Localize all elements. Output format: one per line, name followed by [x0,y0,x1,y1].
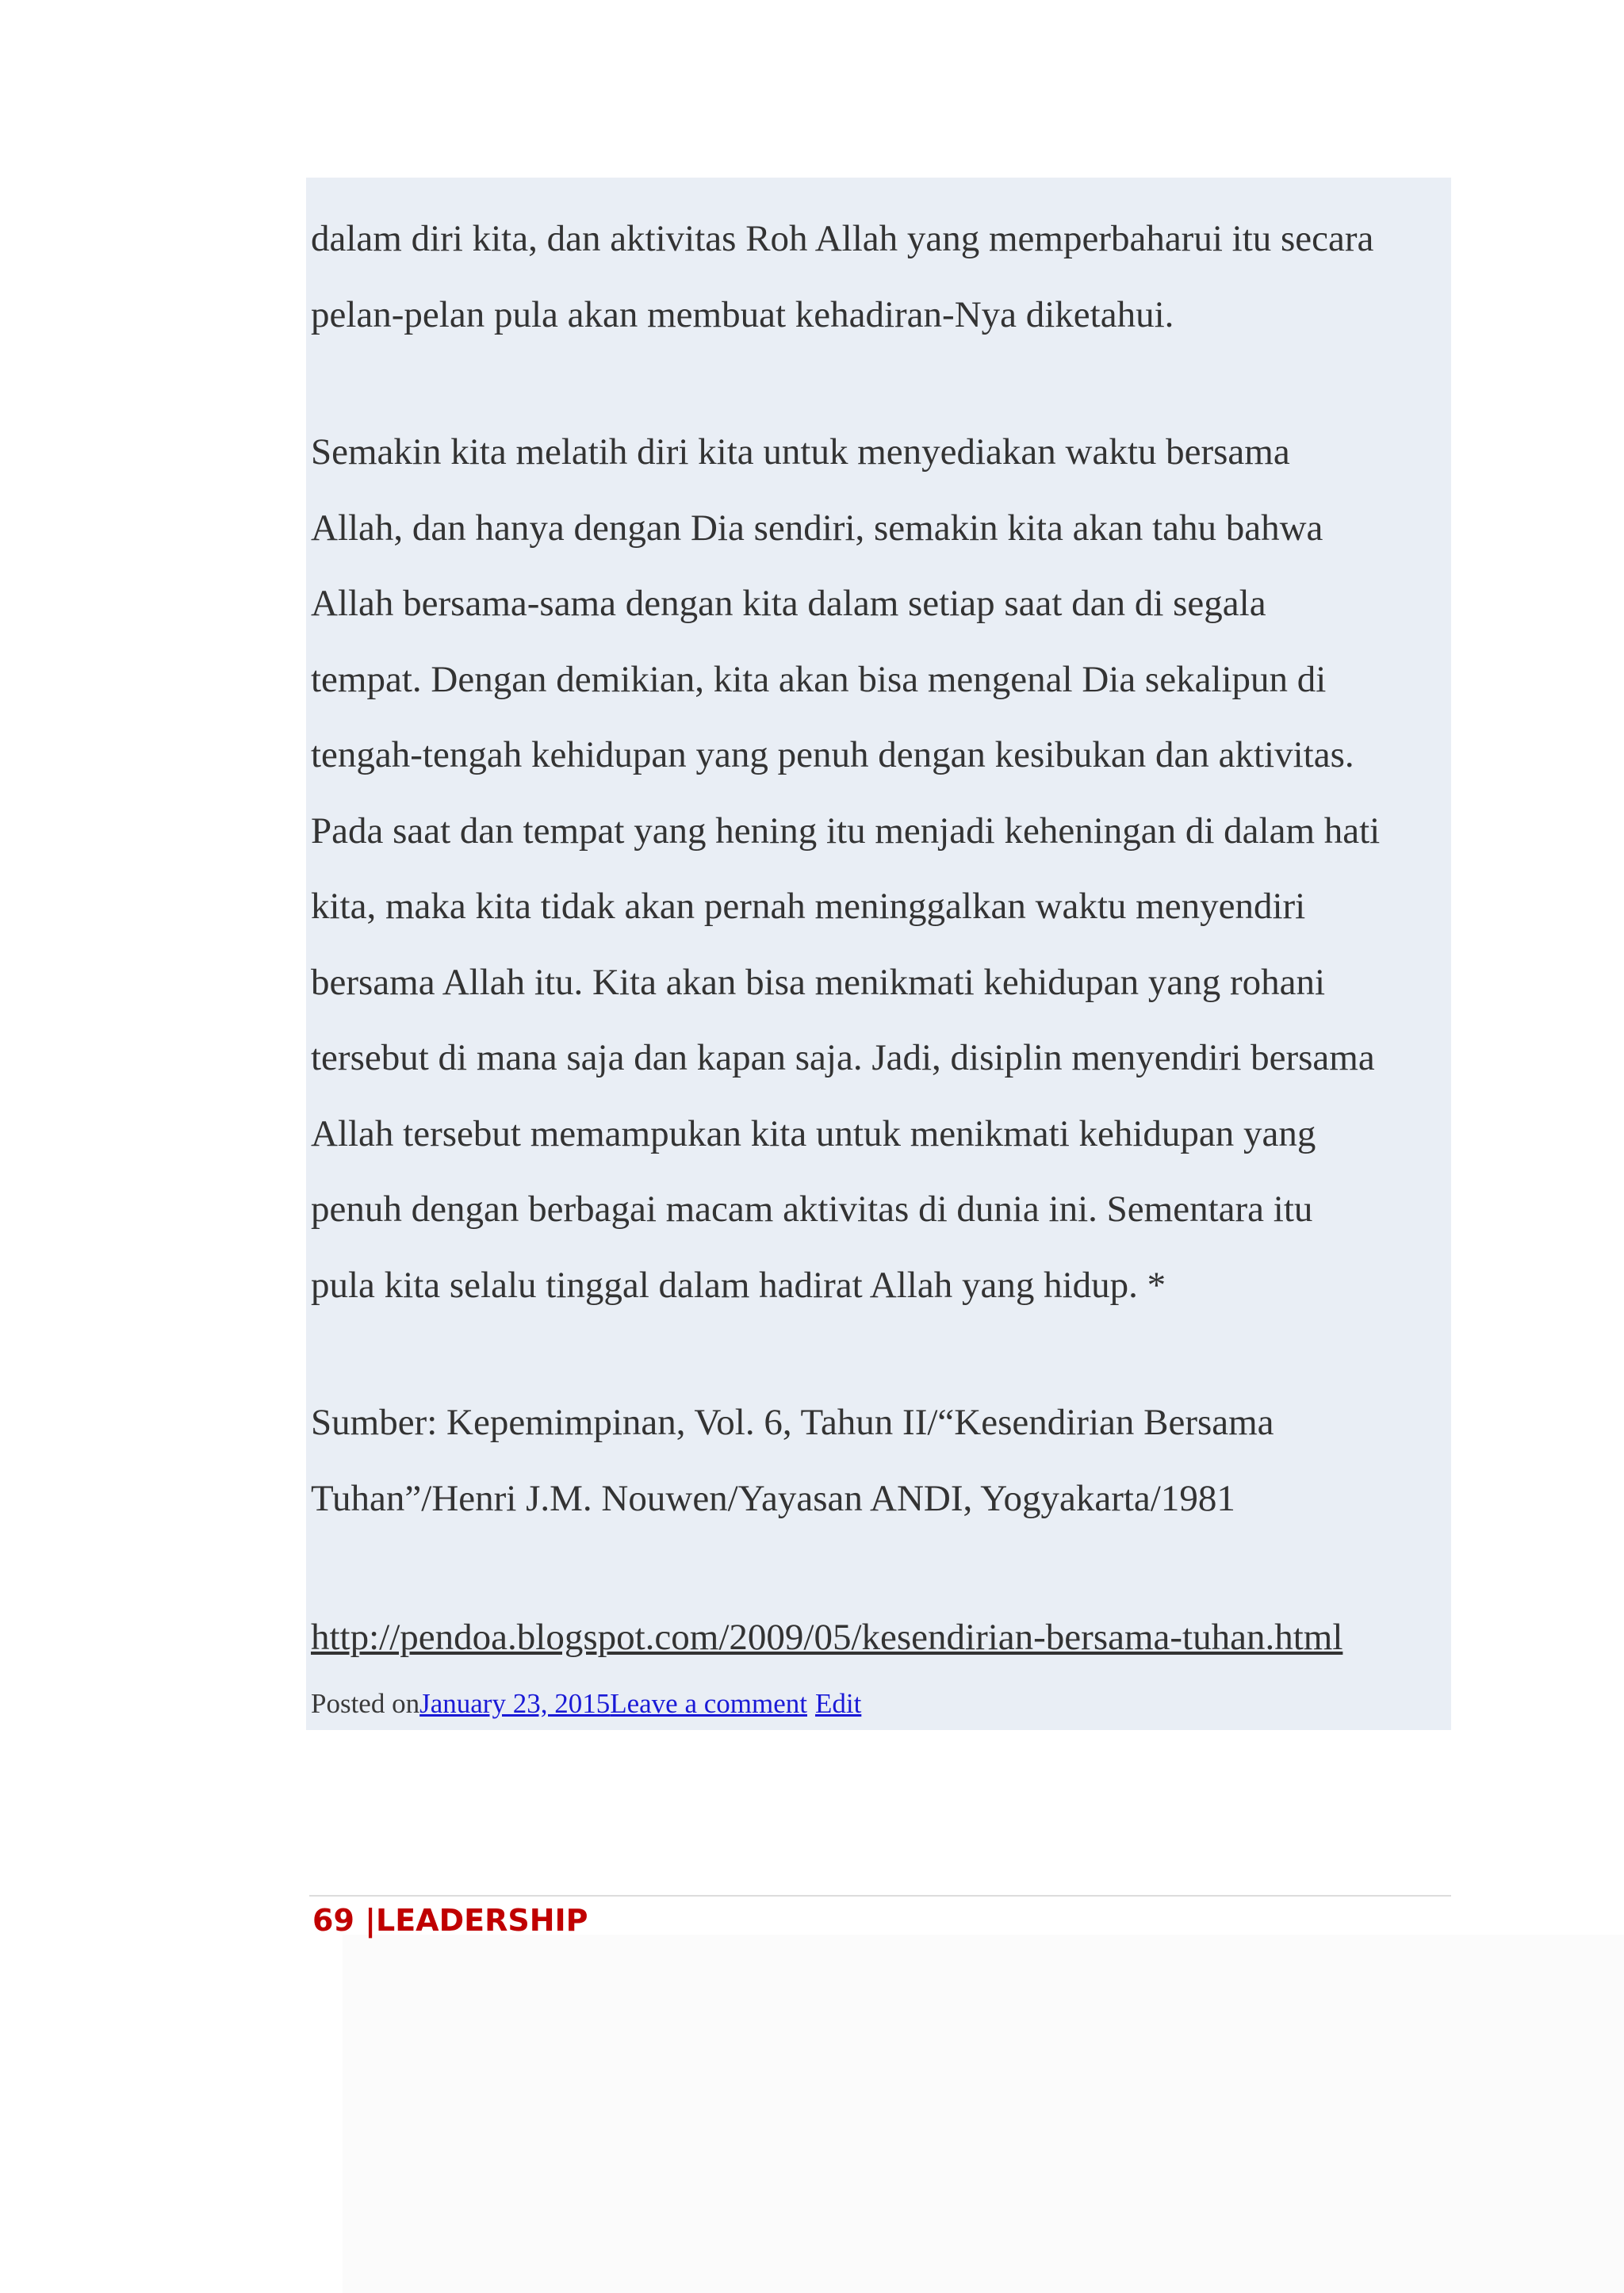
text-line: tempat. Dengan demikian, kita akan bisa mengenal Dia sekalipun di [311,658,1327,700]
text-line: kita, maka kita tidak akan pernah meninggalkan waktu menyendiri [311,886,1306,927]
text-line: pula kita selalu tinggal dalam hadirat Allah yang hidup. * [311,1264,1166,1306]
page-shadow [343,1935,1624,2293]
text-line: tengah-tengah kehidupan yang penuh dengan kesibukan dan aktivitas. [311,734,1354,775]
text-line: Tuhan”/Henri J.M. Nouwen/Yayasan ANDI, Yogyakarta/1981 [311,1477,1235,1519]
page-footer [312,1898,588,1943]
text-line: Allah bersama-sama dengan kita dalam setiap saat dan di segala [311,583,1266,624]
text-line: Sumber: Kepemimpinan, Vol. 6, Tahun II/“Kesendirian Bersama [311,1402,1274,1443]
footer-separator: | [354,1903,376,1938]
posted-on-label: Posted on [311,1687,420,1719]
text-line: tersebut di mana saja dan kapan saja. Jadi, disiplin menyendiri bersama [311,1037,1375,1078]
text-line: pelan-pelan pula akan membuat kehadiran-Nya diketahui. [311,293,1174,335]
article-content [306,178,1451,1730]
footer-section-title: LEADERSHIP [376,1903,588,1938]
article-body [311,201,1445,1722]
footer-divider [309,1895,1451,1897]
post-date-link[interactable]: January 23, 2015 [419,1687,611,1719]
source-url-link[interactable]: http://pendoa.blogspot.com/2009/05/kesendirian-bersama-tuhan.html [311,1617,1343,1658]
article-paragraph-2 [311,415,1445,1323]
post-meta [311,1686,1445,1722]
page-number: 69 [312,1903,354,1938]
text-line: dalam diri kita, dan aktivitas Roh Allah yang memperbaharui itu secara [311,218,1374,259]
text-line: Semakin kita melatih diri kita untuk menyediakan waktu bersama [311,431,1290,473]
text-line: Allah, dan hanya dengan Dia sendiri, semakin kita akan tahu bahwa [311,507,1323,549]
text-line: Pada saat dan tempat yang hening itu menjadi keheningan di dalam hati [311,810,1381,852]
edit-link[interactable]: Edit [814,1687,862,1719]
text-line: penuh dengan berbagai macam aktivitas di dunia ini. Sementara itu [311,1189,1313,1230]
leave-comment-link[interactable]: Leave a comment [610,1687,807,1719]
paragraph-spacer [311,1323,1445,1385]
source-citation [311,1385,1445,1537]
text-line: bersama Allah itu. Kita akan bisa menikmati kehidupan yang rohani [311,961,1326,1003]
paragraph-spacer [311,353,1445,415]
article-paragraph-1 [311,201,1445,353]
paragraph-spacer [311,1537,1445,1600]
text-line: Allah tersebut memampukan kita untuk menikmati kehidupan yang [311,1112,1316,1154]
